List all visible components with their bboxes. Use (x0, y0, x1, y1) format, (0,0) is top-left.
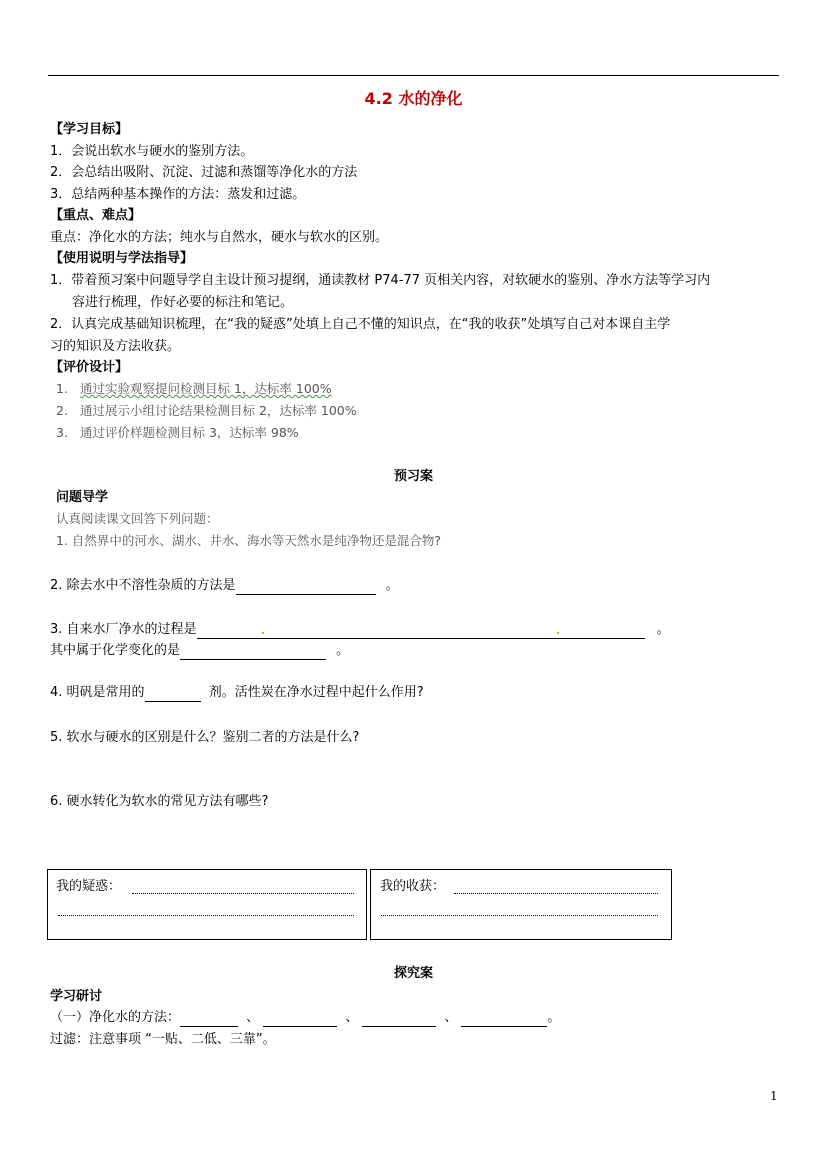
answer-blank[interactable] (145, 687, 201, 702)
goal-item: 1．会说出软水与硬水的鉴别方法。 (50, 144, 254, 159)
eval-num: 1. (56, 381, 68, 396)
question-3: 3. 自来水厂净水的过程是 。 (50, 622, 670, 637)
dotted-line (381, 915, 658, 916)
answer-blank[interactable] (362, 1012, 436, 1027)
goal-item: 2．会总结出吸附、沉淀、过滤和蒸馏等净化水的方法 (50, 165, 358, 180)
eval-item: 通过评价样题检测目标 3，达标率 98% (80, 425, 299, 440)
header-rule (48, 75, 779, 76)
usage-item-2: 2．认真完成基础知识梳理，在“我的疑惑”处填上自己不懂的知识点，在“我的收获”处填写自己对本课自主学 (50, 317, 671, 332)
dotted-line (454, 893, 658, 894)
answer-blank[interactable] (180, 1012, 238, 1027)
answer-blank[interactable] (461, 1012, 547, 1027)
eval-item: 通过展示小组讨论结果检测目标 2，达标率 100% (80, 403, 357, 418)
question-1: 1. 自然界中的河水、湖水、井水、海水等天然水是纯净物还是混合物? (56, 533, 442, 548)
dotted-line (58, 915, 354, 916)
gain-label: 我的收获： (380, 879, 446, 894)
page-title: 4.2 水的净化 (364, 89, 463, 108)
scan-mark (262, 632, 264, 634)
key-points-text: 重点：净化水的方法；纯水与自然水，硬水与软水的区别。 (50, 230, 389, 245)
question-5: 5. 软水与硬水的区别是什么？鉴别二者的方法是什么? (50, 730, 360, 745)
eval-num: 3. (56, 425, 68, 440)
explore-heading: 探究案 (393, 966, 433, 981)
goal-item: 3．总结两种基本操作的方法：蒸发和过滤。 (50, 187, 306, 202)
evaluation-heading: 【评价设计】 (50, 360, 129, 375)
preview-heading: 预习案 (393, 469, 433, 484)
eval-num: 2. (56, 403, 68, 418)
question-2: 2. 除去水中不溶性杂质的方法是 。 (50, 578, 399, 593)
usage-item-1-cont: 容进行梳理，作好必要的标注和笔记。 (72, 295, 294, 310)
explore-subheading: 学习研讨 (50, 989, 103, 1004)
preview-instruction: 认真阅读课文回答下列问题： (56, 511, 219, 526)
methods-line: （一）净化水的方法： 、 、 、 。 (50, 1010, 561, 1025)
eval-item: 通过实验观察提问检测目标 1，达标率 100% (80, 381, 332, 396)
filter-note: 过滤：注意事项 “一贴、二低、三靠”。 (50, 1032, 276, 1047)
scan-mark (557, 632, 559, 634)
doubt-label: 我的疑惑： (56, 879, 122, 894)
usage-item-1: 1．带着预习案中问题导学自主设计预习提纲，通读教材 P74-77 页相关内容，对软硬水的鉴别、净水方法等学习内 (50, 273, 711, 288)
question-6: 6. 硬水转化为软水的常见方法有哪些? (50, 794, 269, 809)
usage-item-2-cont: 习的知识及方法收获。 (50, 339, 181, 354)
answer-blank[interactable] (236, 580, 376, 595)
answer-blank[interactable] (263, 1012, 337, 1027)
key-points-heading: 【重点、难点】 (50, 208, 142, 223)
question-4: 4. 明矾是常用的 剂。活性炭在净水过程中起什么作用? (50, 685, 424, 700)
preview-subheading: 问题导学 (56, 490, 109, 505)
usage-heading: 【使用说明与学法指导】 (50, 251, 194, 266)
answer-blank[interactable] (180, 645, 326, 660)
learning-goals-heading: 【学习目标】 (50, 122, 129, 137)
dotted-line (132, 893, 354, 894)
question-3b: 其中属于化学变化的是 。 (50, 643, 350, 658)
page-number: 1 (770, 1089, 778, 1103)
